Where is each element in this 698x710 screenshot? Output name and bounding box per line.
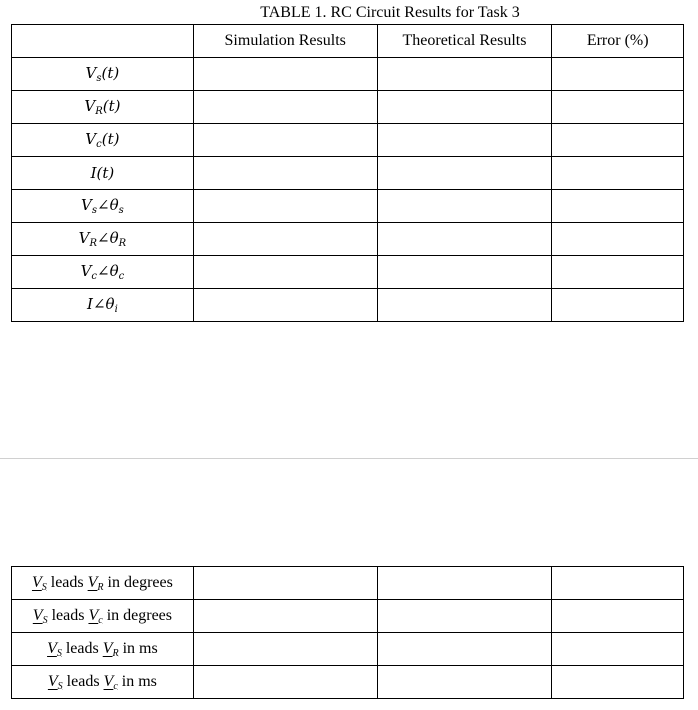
- unit-text: in ms: [117, 672, 157, 690]
- header-blank: [12, 25, 194, 58]
- error-cell: [552, 633, 684, 666]
- symbol-subscript: S: [57, 680, 63, 692]
- row-label: [12, 289, 194, 322]
- angle-subscript: c: [118, 271, 125, 282]
- simulation-cell: [193, 666, 377, 699]
- table-row: [12, 58, 684, 91]
- quantity-symbol: $V_s(t)$: [85, 64, 120, 84]
- row-label: [12, 124, 194, 157]
- symbol-subscript: S: [41, 581, 47, 593]
- quantity-symbol: $V_R\angle\theta_R$: [78, 229, 127, 249]
- lead-text: leads: [47, 606, 89, 624]
- row-label: [12, 256, 194, 289]
- lead-text: leads: [46, 573, 88, 591]
- row-label: [12, 633, 194, 666]
- table-row: [12, 124, 684, 157]
- header-theoretical: Theoretical Results: [377, 25, 552, 58]
- error-cell: [552, 124, 684, 157]
- theoretical-cell: [377, 157, 552, 190]
- angle-subscript: s: [118, 205, 124, 216]
- table-row: [12, 190, 684, 223]
- voltage-symbol: $V_S$: [32, 606, 48, 626]
- simulation-cell: [193, 91, 377, 124]
- quantity-symbol: $V_s\angle\theta_s$: [81, 196, 124, 216]
- voltage-symbol: $V_R$: [102, 639, 119, 659]
- table-row: [12, 633, 684, 666]
- lead-text: leads: [61, 639, 103, 657]
- error-cell: [552, 91, 684, 124]
- table-row: [12, 600, 684, 633]
- quantity-symbol: $I\angle\theta_i$: [87, 295, 118, 315]
- theoretical-cell: [377, 289, 552, 322]
- header-error: Error (%): [552, 25, 684, 58]
- voltage-symbol: $V_S$: [31, 573, 47, 593]
- unit-text: in degrees: [103, 573, 173, 591]
- quantity-symbol: I(t): [90, 163, 115, 182]
- table-row: [12, 256, 684, 289]
- error-cell: [552, 666, 684, 699]
- simulation-cell: [193, 58, 377, 91]
- row-label: [12, 567, 194, 600]
- row-label: [12, 600, 194, 633]
- symbol-subscript: R: [112, 647, 119, 659]
- simulation-cell: [193, 289, 377, 322]
- quantity-symbol: $V_c(t)$: [85, 130, 120, 150]
- symbol-subscript: S: [56, 647, 62, 659]
- table-row: [12, 91, 684, 124]
- voltage-symbol: $V_c$: [88, 606, 103, 626]
- simulation-cell: [193, 124, 377, 157]
- unit-text: in ms: [118, 639, 158, 657]
- table-row: [12, 666, 684, 699]
- theoretical-cell: [377, 58, 552, 91]
- table-caption: TABLE 1. RC Circuit Results for Task 3: [260, 4, 520, 21]
- theoretical-cell: [377, 567, 552, 600]
- theoretical-cell: [377, 91, 552, 124]
- symbol-subscript: c: [113, 680, 118, 692]
- theoretical-cell: [377, 256, 552, 289]
- symbol-subscript: s: [91, 205, 98, 216]
- theoretical-cell: [377, 124, 552, 157]
- symbol-subscript: c: [91, 271, 98, 282]
- theoretical-cell: [377, 666, 552, 699]
- error-cell: [552, 223, 684, 256]
- row-label: [12, 91, 194, 124]
- angle-subscript: i: [114, 304, 118, 315]
- header-simulation: Simulation Results: [193, 25, 377, 58]
- voltage-symbol: $V_R$: [87, 573, 104, 593]
- quantity-symbol: $V_c\angle\theta_c$: [80, 262, 125, 282]
- error-cell: [552, 58, 684, 91]
- error-cell: [552, 190, 684, 223]
- simulation-cell: [193, 600, 377, 633]
- row-label: [12, 58, 194, 91]
- header-row: [12, 25, 684, 58]
- symbol-subscript: s: [96, 73, 102, 84]
- simulation-cell: [193, 157, 377, 190]
- row-label: [12, 157, 194, 190]
- symbol-subscript: R: [89, 238, 98, 249]
- simulation-cell: [193, 633, 377, 666]
- row-label: [12, 223, 194, 256]
- theoretical-cell: [377, 633, 552, 666]
- error-cell: [552, 289, 684, 322]
- quantity-symbol: $V_R(t)$: [84, 97, 121, 117]
- table-row: [12, 157, 684, 190]
- symbol-subscript: R: [97, 581, 104, 593]
- symbol-subscript: R: [95, 106, 103, 117]
- theoretical-cell: [377, 223, 552, 256]
- voltage-symbol: $V_S$: [47, 672, 63, 692]
- error-cell: [552, 567, 684, 600]
- simulation-cell: [193, 256, 377, 289]
- unit-text: in degrees: [102, 606, 172, 624]
- results-table: [11, 24, 684, 322]
- lead-text: leads: [62, 672, 104, 690]
- theoretical-cell: [377, 600, 552, 633]
- symbol-subscript: c: [98, 614, 103, 626]
- theoretical-cell: [377, 190, 552, 223]
- page-divider: [0, 458, 698, 459]
- table-row: [12, 567, 684, 600]
- row-label: [12, 190, 194, 223]
- phase-lead-table: [11, 566, 684, 699]
- table-row: [12, 223, 684, 256]
- voltage-symbol: $V_c$: [103, 672, 118, 692]
- error-cell: [552, 157, 684, 190]
- simulation-cell: [193, 190, 377, 223]
- symbol-subscript: S: [42, 614, 48, 626]
- simulation-cell: [193, 223, 377, 256]
- angle-subscript: R: [118, 238, 127, 249]
- row-label: [12, 666, 194, 699]
- error-cell: [552, 256, 684, 289]
- error-cell: [552, 600, 684, 633]
- symbol-subscript: c: [96, 139, 102, 150]
- table-row: [12, 289, 684, 322]
- voltage-symbol: $V_S$: [47, 639, 62, 659]
- simulation-cell: [193, 567, 377, 600]
